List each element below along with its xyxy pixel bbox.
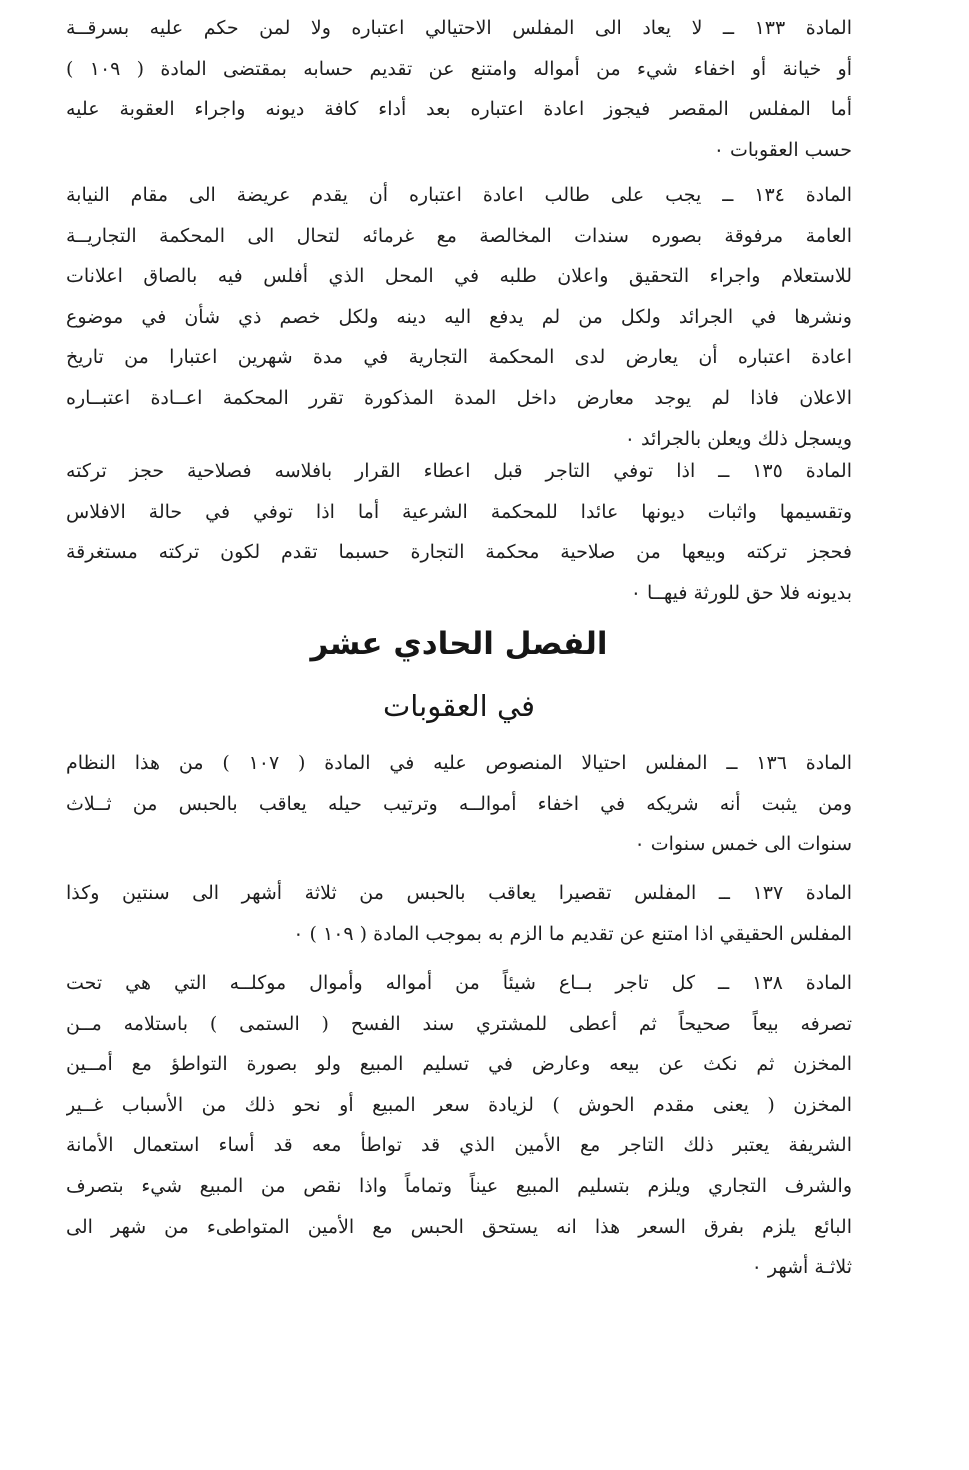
text-line: المادة ١٣٦ ــ المفلس احتيالا المنصوص عليه في المادة ( ١٠٧ ) من هذا النظام bbox=[66, 752, 852, 774]
text-line: ثلاثـة أشهر ٠ bbox=[751, 1256, 852, 1279]
article-136 bbox=[66, 743, 852, 865]
text-line: أما المفلس المقصر فيجوز اعادة اعتباره بعد أداء كافة ديونه واجراء العقوبة عليه bbox=[66, 98, 852, 121]
text-line: الاعلان فاذا لم يوجد معارض داخل المدة المذكورة تقرر المحكمة اعــادة اعتبــاره bbox=[66, 386, 852, 409]
chapter-title: الفصل الحادي عشر bbox=[310, 626, 608, 662]
article-133 bbox=[66, 8, 852, 170]
text-line: حسب العقوبات ٠ bbox=[713, 138, 852, 161]
article-134 bbox=[66, 175, 852, 459]
text-line: ومن يثبت أنه شريكه في اخفاء أموالــه وترتيب حيله يعاقب بالحبس من ثــلاث bbox=[66, 792, 852, 815]
text-line: المادة ١٣٤ ــ يجب على طالب اعادة اعتباره أن يقدم عريضة الى مقام النيابة bbox=[66, 184, 852, 206]
text-line: المادة ١٣٧ ــ المفلس تقصيرا يعاقب بالحبس من ثلاثة أشهر الى سنتين وكذا bbox=[66, 882, 852, 904]
text-line: للاستعلام واجراء التحقيق واعلان طلبه في المحل الذي أفلس فيه بالصاق اعلانات bbox=[66, 265, 852, 288]
text-line: وتقسيمها واثبات ديونها عائدا للمحكمة الشرعية أما اذا توفي في حالة الافلاس bbox=[66, 500, 852, 523]
text-line: اعادة اعتباره أن يعارض لدى المحكمة التجارية في مدة شهرين اعتبارا من تاريخ bbox=[66, 346, 852, 369]
text-line: المخزن ( يعنى مقدم الحوش ) لزيادة سعر المبيع أو نحو ذلك من الأسباب غــير bbox=[66, 1093, 852, 1116]
text-line: بديونه فلا حق للورثة فيهــا ٠ bbox=[630, 581, 852, 604]
text-line: المفلس الحقيقي اذا امتنع عن تقديم ما الزم به بموجب المادة ( ١٠٩ ) ٠ bbox=[293, 922, 852, 945]
article-138 bbox=[66, 963, 852, 1288]
text-line: المادة ١٣٣ ــ لا يعاد الى المفلس الاحتيالي اعتباره ولا لمن حكم عليه بسرقــة bbox=[66, 17, 852, 39]
text-line: سنوات الى خمس سنوات ٠ bbox=[634, 833, 852, 856]
text-line: البائع يلزم بفرق السعر هذا انه يستحق الحبس مع الأمين المتواطىء من شهر الى bbox=[66, 1215, 852, 1238]
chapter-subtitle: في العقوبات bbox=[383, 689, 535, 723]
text-line: الشريفة يعتبر ذلك التاجر مع الأمين الذي قد تواطأ معه قد أساء استعمال الأمانة bbox=[66, 1134, 852, 1157]
text-line: المادة ١٣٨ ــ كل تاجر بــاع شيئاً من أمواله وأموال موكلــه التي هي تحت bbox=[66, 972, 852, 994]
text-line: المخزن ثم نكث عن بيعه وعارض في تسليم المبيع ولو بصورة التواطؤ مع أمــين bbox=[66, 1053, 852, 1076]
text-line: فحجز تركته وبيعها من صلاحية محكمة التجارة حسبما تقدم لكون تركته مستغرقة bbox=[66, 541, 852, 564]
article-137 bbox=[66, 873, 852, 954]
text-line: ويسجل ذلك ويعلن بالجرائد ٠ bbox=[624, 427, 852, 450]
text-line: المادة ١٣٥ ــ اذا توفي التاجر قبل اعطاء القرار بافلاسه فصلاحية حجز تركته bbox=[66, 460, 852, 482]
text-line: العامة مرفوقة بصوره سندات المخالصة مع غرمائه لتحال الى المحكمة التجاريــة bbox=[66, 224, 852, 247]
article-135 bbox=[66, 451, 852, 613]
text-line: أو خيانة أو اخفاء شيء من أمواله وامتنع عن تقديم حسابه بمقتضى المادة ( ١٠٩ ) bbox=[66, 57, 852, 80]
text-line: ونشرها في الجرائد ولكل من لم يدفع اليه دينه ولكل خصم ذي شأن في موضوع bbox=[66, 305, 852, 328]
text-line: والشرف التجاري ويلزم بتسليم المبيع عيناً وتماماً واذا نقص من المبيع شيء بتصرف bbox=[66, 1174, 852, 1197]
text-line: تصرفه بيعاً صحيحاً ثم أعطى للمشتري سند الفسح ( الستمى ) باستلامه مــن bbox=[66, 1012, 852, 1035]
